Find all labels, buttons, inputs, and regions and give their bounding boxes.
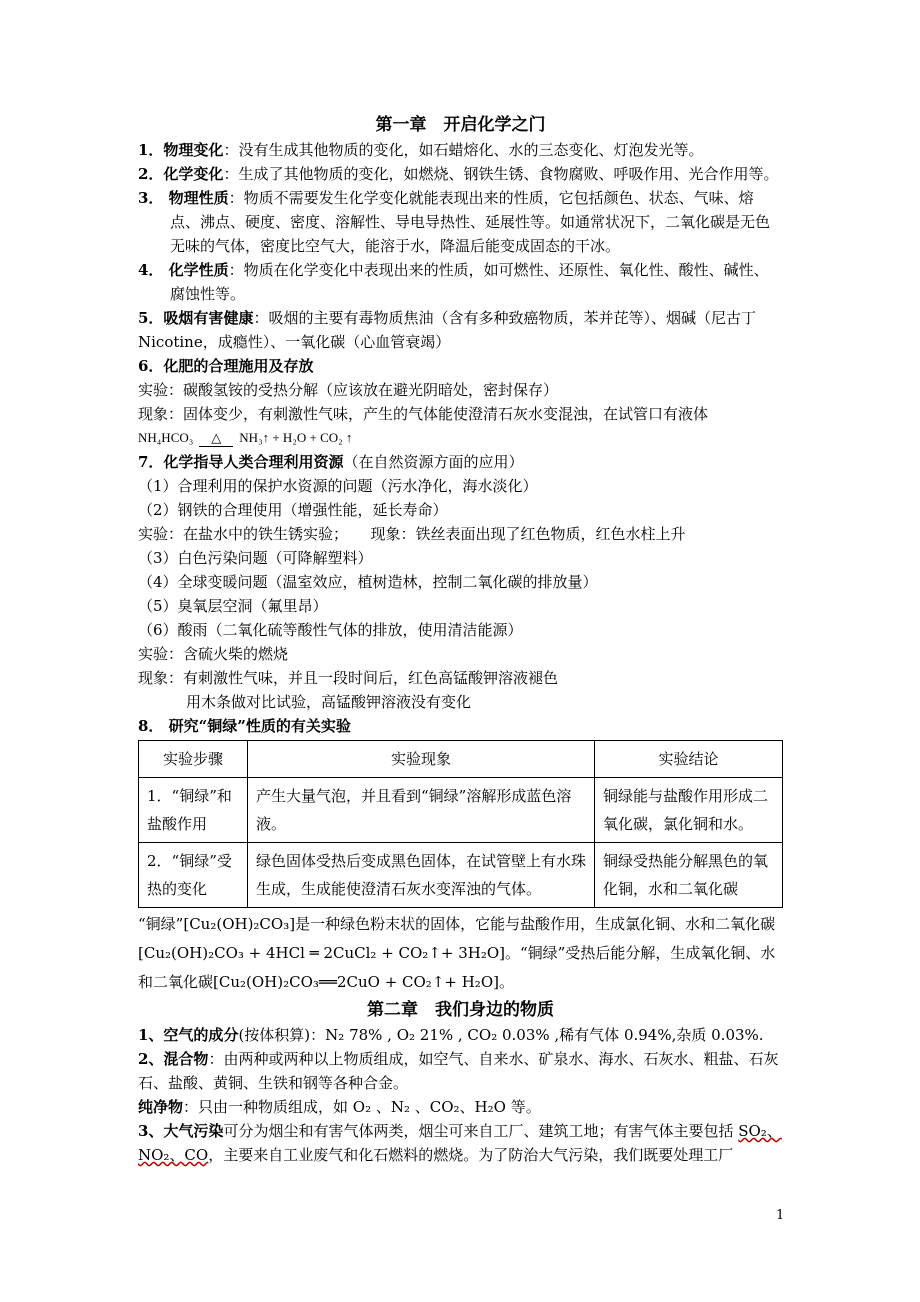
pollutant-gases: SO₂、NO₂、CO — [138, 1122, 782, 1164]
resources-sub-2: （2）钢铁的合理使用（增强性能，延长寿命） — [138, 501, 448, 519]
copper-green-paragraph: “铜绿”[Cu₂(OH)₂CO₃]是一种绿色粉末状的固体，它能与盐酸作用，生成氯化铜、水和二氧化碳[Cu₂(OH)₂CO₃ + 4HCl ═ 2CuCl₂ + CO₂↑+ 3H₂O]。“铜绿”受热后能分解，生成氧化铜、水和二氧化碳[Cu₂(OH)₂CO₃══2CuO + CO₂↑+ H₂O]。 — [138, 915, 776, 991]
fertilizer-experiment: 实验：碳酸氢铵的受热分解（应该放在避光阴暗处，密封保存） — [138, 381, 559, 399]
item-chemical-change: 2．化学变化：生成了其他物质的变化，如燃烧、钢铁生锈、食物腐败、呼吸作用、光合作用等。 — [138, 165, 779, 183]
match-comparison: 用木条做对比试验，高锰酸钾溶液没有变化 — [186, 693, 472, 711]
table-header: 实验现象 — [248, 741, 595, 778]
page-number: 1 — [776, 1208, 785, 1223]
resources-sub-6: （6）酸雨（二氧化硫等酸性气体的排放，使用清洁能源） — [138, 621, 523, 639]
match-observation: 现象：有刺激性气味，并且一段时间后，红色高锰酸钾溶液褪色 — [138, 669, 559, 687]
item-pure-substance: 纯净物：只由一种物质组成，如 O₂ 、N₂ 、CO₂、H₂O 等。 — [138, 1098, 541, 1116]
item-mixture: 2、混合物：由两种或两种以上物质组成，如空气、自来水、矿泉水、海水、石灰水、粗盐、石灰石、盐酸、黄铜、生铁和钢等各种合金。 — [138, 1050, 779, 1092]
table-header-row — [139, 741, 783, 778]
item-physical-change: 1．物理变化：没有生成其他物质的变化，如石蜡熔化、水的三态变化、灯泡发光等。 — [138, 141, 704, 159]
item-resources: 7．化学指导人类合理利用资源（在自然资源方面的应用） — [138, 453, 524, 471]
table-cell: 铜绿受热能分解黑色的氧化铜，水和二氧化碳 — [595, 843, 783, 908]
table-cell: 产生大量气泡，并且看到“铜绿”溶解形成蓝色溶液。 — [248, 778, 595, 843]
table-cell: 1．“铜绿”和盐酸作用 — [139, 778, 248, 843]
chapter2-title: 第二章 我们身边的物质 — [367, 1000, 554, 1020]
resources-sub-4: （4）全球变暖问题（温室效应，植树造林，控制二氧化碳的排放量） — [138, 573, 598, 591]
item-copper-green-heading: 8． 研究“铜绿”性质的有关实验 — [138, 717, 351, 735]
table-row — [139, 843, 783, 908]
table-header: 实验结论 — [595, 741, 783, 778]
table-cell: 绿色固体受热后变成黑色固体，在试管壁上有水珠生成，生成能使澄清石灰水变浑浊的气体。 — [248, 843, 595, 908]
item-smoking: 5．吸烟有害健康：吸烟的主要有毒物质焦油（含有多种致癌物质，苯并芘等）、烟碱（尼古丁 Nicotine，成瘾性）、一氧化碳（心血管衰竭） — [138, 309, 756, 351]
rust-experiment: 实验：在盐水中的铁生锈实验； 现象：铁丝表面出现了红色物质，红色水柱上升 — [138, 525, 686, 543]
match-experiment: 实验：含硫火柴的燃烧 — [138, 645, 289, 663]
item-physical-property: 3． 物理性质：物质不需要发生化学变化就能表现出来的性质，它包括颜色、状态、气味、熔点、沸点、硬度、密度、溶解性、导电导热性、延展性等。如通常状况下，二氧化碳是无色无味的气体，密度比空气大，能溶于水，降温后能变成固态的干冰。 — [138, 189, 771, 255]
item-air-pollution: 3、大气污染可分为烟尘和有害气体两类，烟尘可来自工厂、建筑工地；有害气体主要包括 SO₂、NO₂、CO，主要来自工业废气和化石燃料的燃烧。为了防治大气污染，我们既要处理工厂 — [138, 1122, 782, 1164]
resources-sub-3: （3）白色污染问题（可降解塑料） — [138, 549, 373, 567]
page-content — [138, 112, 783, 1167]
item-chemical-property: 4． 化学性质：物质在化学变化中表现出来的性质，如可燃性、还原性、氧化性、酸性、碱性、腐蚀性等。 — [138, 261, 769, 303]
table-cell: 2．“铜绿”受热的变化 — [139, 843, 248, 908]
table-row — [139, 778, 783, 843]
copper-green-table — [138, 740, 783, 908]
item-fertilizer-heading: 6．化肥的合理施用及存放 — [138, 357, 314, 375]
table-cell: 铜绿能与盐酸作用形成二氧化碳，氯化铜和水。 — [595, 778, 783, 843]
item-air-composition: 1、空气的成分(按体积算)：N₂ 78% , O₂ 21% , CO₂ 0.03% ,稀有气体 0.94%,杂质 0.03%. — [138, 1026, 764, 1044]
heat-condition-mark: △ — [199, 430, 233, 447]
fertilizer-observation: 现象：固体变少，有刺激性气味，产生的气体能使澄清石灰水变混浊，在试管口有液体 — [138, 405, 709, 423]
chapter1-title: 第一章 开启化学之门 — [375, 115, 546, 135]
table-header: 实验步骤 — [139, 741, 248, 778]
resources-sub-1: （1）合理利用的保护水资源的问题（污水净化，海水淡化） — [138, 477, 538, 495]
resources-sub-5: （5）臭氧层空洞（氟里昂） — [138, 597, 328, 615]
decomposition-equation: NH₄HCO₃ △ NH₃↑ + H₂O + CO₂ ↑ — [138, 430, 353, 445]
